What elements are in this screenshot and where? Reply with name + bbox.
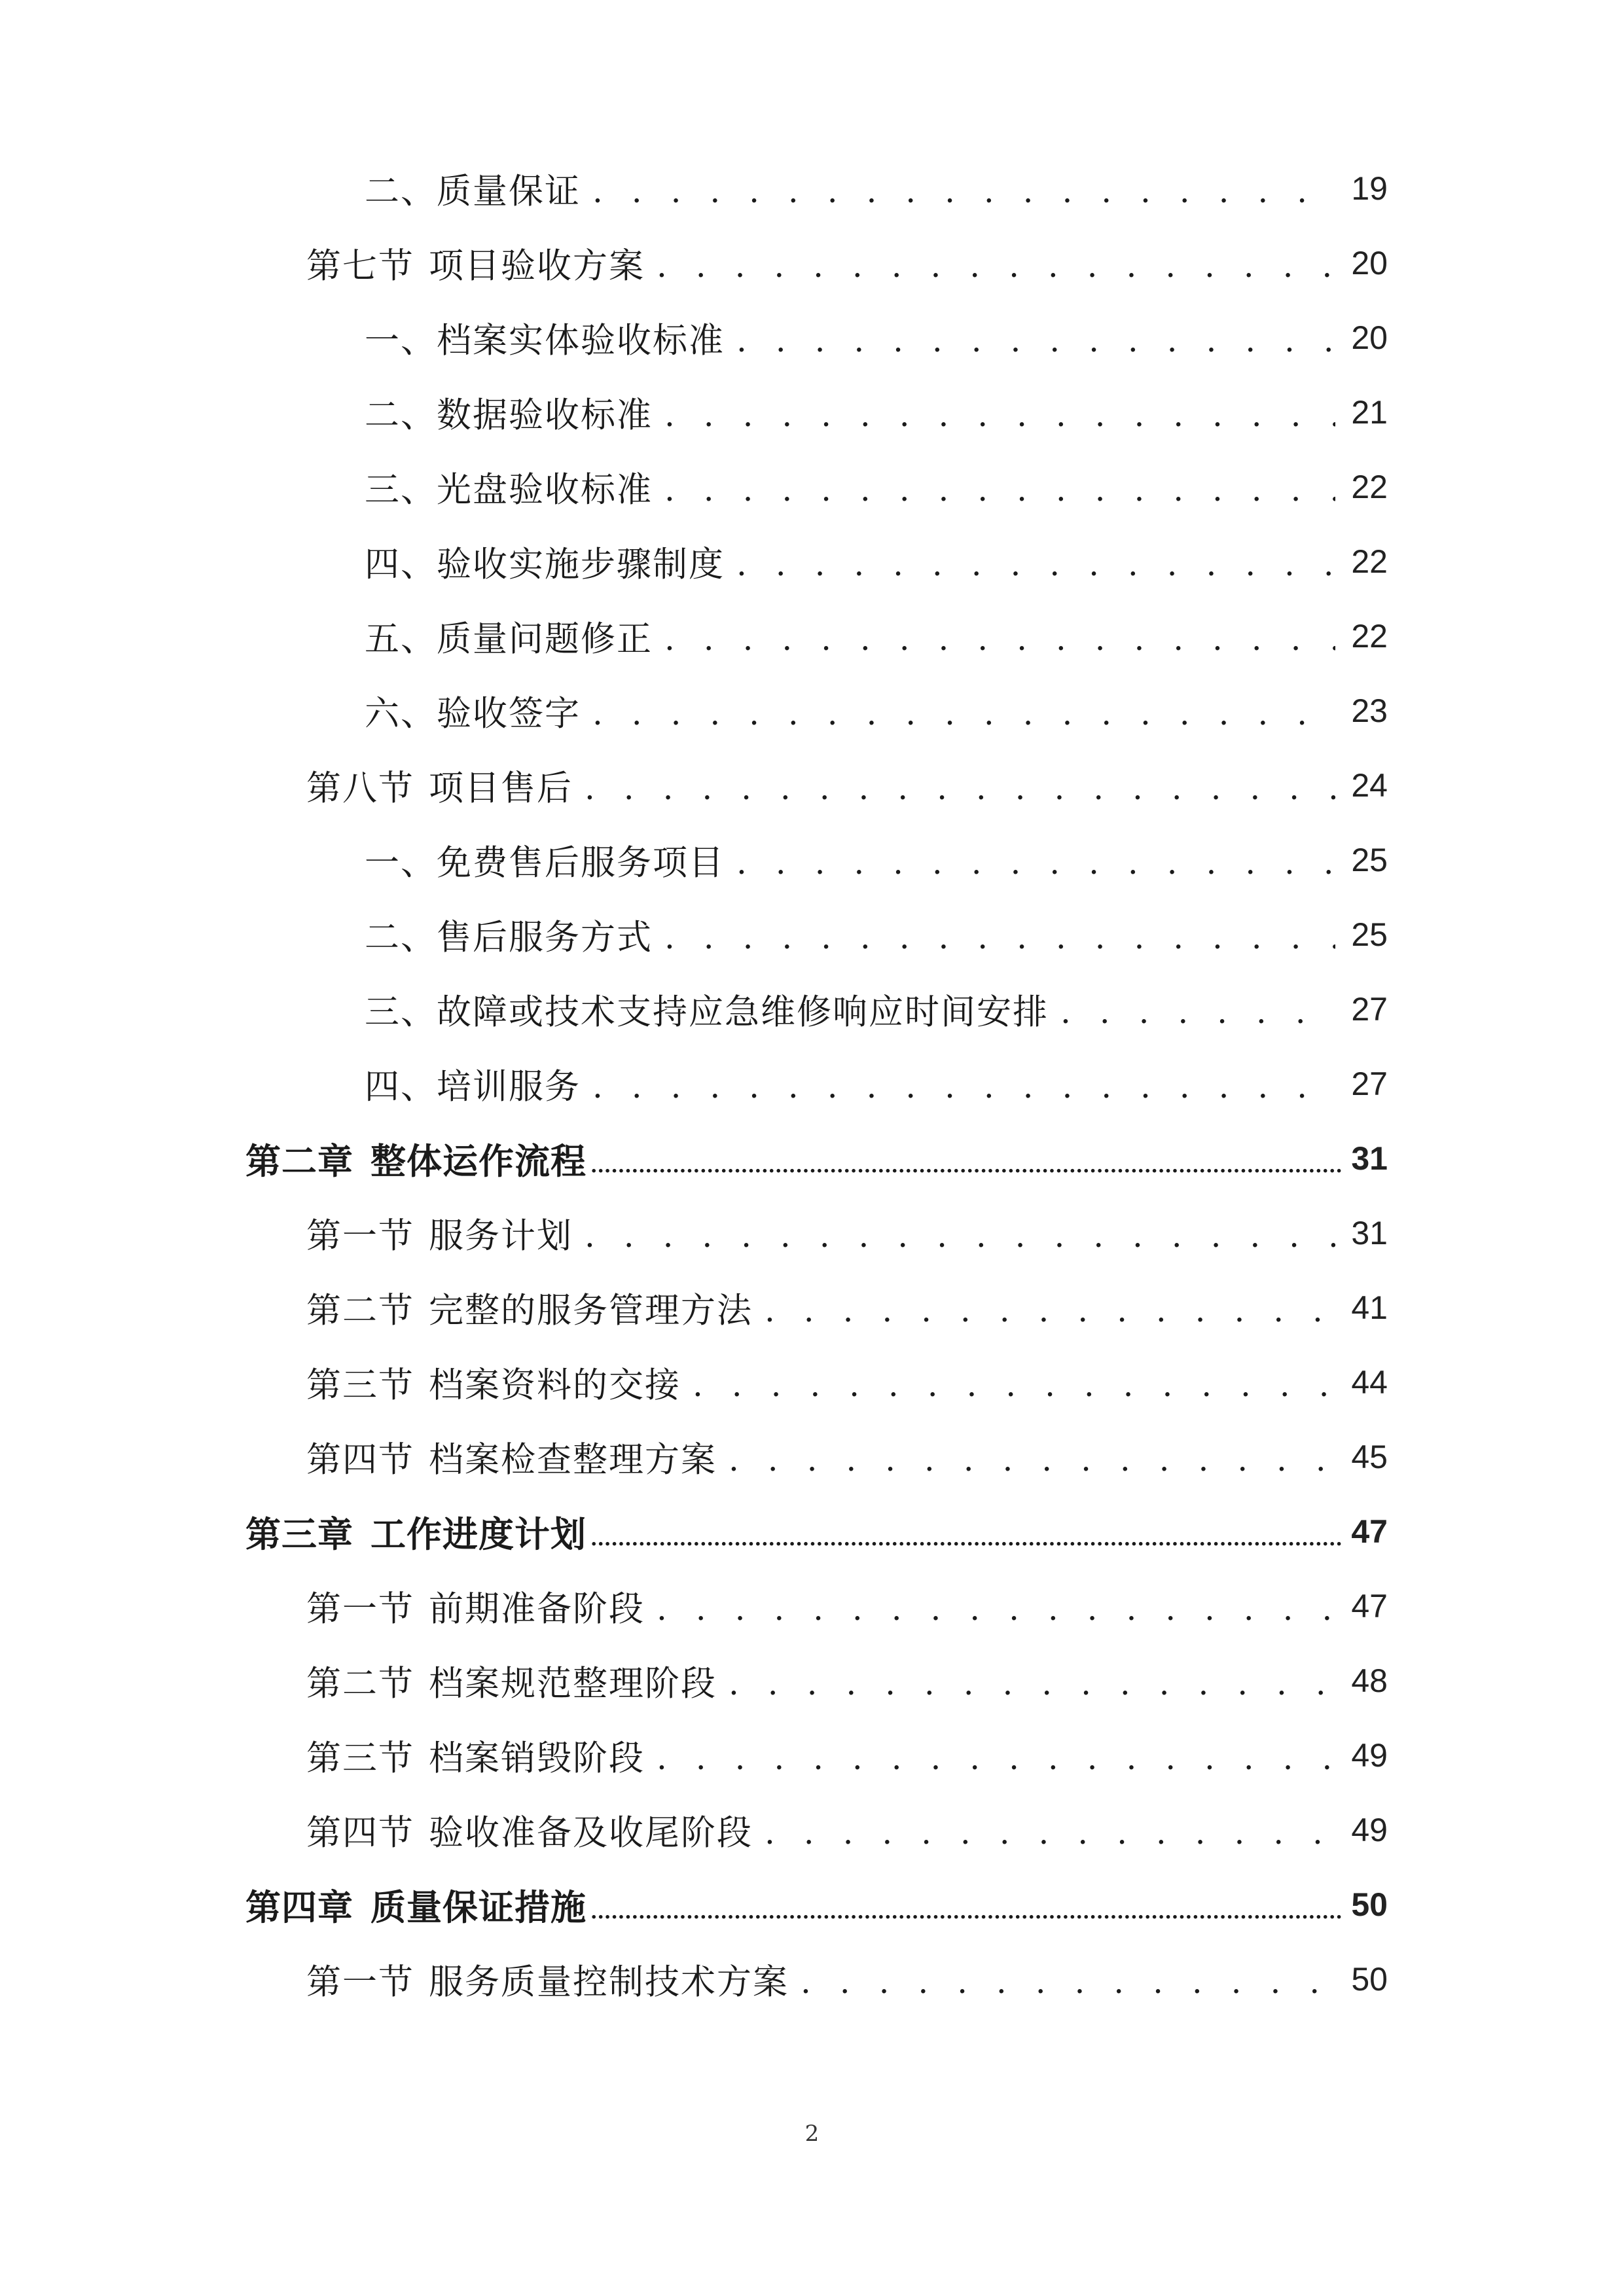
toc-entry-title: 故障或技术支持应急维修响应时间安排 [437, 992, 1049, 1032]
toc-entry-title: 档案资料的交接 [429, 1365, 681, 1405]
toc-entry-page: 48 [1351, 1662, 1388, 1699]
dot-leader [592, 1062, 1335, 1105]
dot-leader [736, 838, 1335, 882]
toc-entry-page: 22 [1351, 543, 1388, 580]
dot-leader [585, 764, 1335, 807]
dot-leader [590, 1886, 1342, 1924]
dot-leader [590, 1513, 1342, 1551]
toc-entry-item[interactable] [0, 673, 1388, 748]
toc-entry-page: 27 [1351, 1066, 1388, 1102]
dot-leader [765, 1286, 1335, 1329]
toc-entry-title: 项目售后 [429, 768, 573, 808]
toc-entry-title: 工作进度计划 [370, 1513, 586, 1555]
toc-entry-item[interactable] [0, 375, 1388, 450]
toc-entry-page: 50 [1351, 1886, 1388, 1923]
dot-leader [657, 242, 1335, 285]
toc-entry-page: 49 [1351, 1812, 1388, 1848]
toc-entry-page: 22 [1351, 469, 1388, 505]
toc-entry-title: 验收签字 [437, 694, 581, 734]
toc-entry-title: 完整的服务管理方法 [429, 1291, 753, 1331]
toc-entry-page: 44 [1351, 1364, 1388, 1401]
dot-leader [657, 1734, 1335, 1777]
toc-entry-number: 三、 [365, 992, 437, 1032]
toc-entry-page: 19 [1351, 170, 1388, 207]
toc-entry-number: 第一节 [306, 1962, 414, 2002]
toc-entry-number: 第三章 [245, 1513, 353, 1555]
toc-entry-section[interactable] [0, 1345, 1388, 1420]
dot-leader [765, 1808, 1335, 1852]
dot-leader [664, 391, 1335, 434]
dot-leader [590, 1140, 1342, 1177]
toc-entry-number: 四、 [365, 545, 437, 584]
toc-entry-page: 47 [1351, 1588, 1388, 1624]
toc-entry-title: 质量保证措施 [370, 1886, 586, 1928]
toc-entry-number: 第一节 [306, 1216, 414, 1256]
dot-leader [801, 1958, 1335, 2001]
toc-entry-number: 第三节 [306, 1365, 414, 1405]
toc-entry-page: 27 [1351, 991, 1388, 1028]
toc-entry-number: 第四节 [306, 1440, 414, 1480]
toc-entry-title: 免费售后服务项目 [437, 843, 725, 883]
toc-entry-title: 整体运作流程 [370, 1140, 586, 1182]
toc-entry-title: 数据验收标准 [437, 395, 653, 435]
toc-entry-title: 项目验收方案 [429, 246, 645, 286]
toc-entry-chapter[interactable] [0, 1121, 1388, 1196]
toc-entry-page: 25 [1351, 842, 1388, 878]
toc-entry-section[interactable] [0, 1196, 1388, 1270]
toc-entry-section[interactable] [0, 226, 1388, 300]
toc-entry-title: 服务计划 [429, 1216, 573, 1256]
toc-entry-title: 验收准备及收尾阶段 [429, 1813, 753, 1853]
dot-leader [1060, 988, 1335, 1031]
toc-entry-number: 第四章 [245, 1886, 353, 1928]
dot-leader [736, 316, 1335, 359]
toc-entry-item[interactable] [0, 599, 1388, 673]
dot-leader [664, 913, 1335, 956]
toc-entry-number: 一、 [365, 321, 437, 361]
toc-entry-page: 41 [1351, 1289, 1388, 1326]
toc-entry-page: 31 [1351, 1215, 1388, 1251]
toc-entry-number: 第一节 [306, 1589, 414, 1629]
toc-entry-number: 第三节 [306, 1738, 414, 1778]
toc-entry-number: 二、 [365, 395, 437, 435]
toc-entry-page: 20 [1351, 319, 1388, 356]
toc-entry-title: 档案实体验收标准 [437, 321, 725, 361]
toc-entry-item[interactable] [0, 823, 1388, 897]
toc-entry-item[interactable] [0, 524, 1388, 599]
toc-entry-number: 三、 [365, 470, 437, 510]
toc-entry-number: 四、 [365, 1067, 437, 1107]
dot-leader [585, 1211, 1335, 1255]
toc-entry-number: 第四节 [306, 1813, 414, 1853]
toc-entry-section[interactable] [0, 1793, 1388, 1867]
toc-entry-page: 47 [1351, 1513, 1388, 1550]
toc-entry-item[interactable] [0, 897, 1388, 972]
toc-entry-section[interactable] [0, 1718, 1388, 1793]
toc-entry-number: 五、 [365, 619, 437, 659]
toc-entry-page: 50 [1351, 1961, 1388, 1998]
toc-entry-number: 一、 [365, 843, 437, 883]
toc-entry-title: 培训服务 [437, 1067, 581, 1107]
toc-entry-item[interactable] [0, 1047, 1388, 1121]
toc-entry-item[interactable] [0, 300, 1388, 375]
dot-leader [657, 1585, 1335, 1628]
dot-leader [664, 615, 1335, 658]
toc-entry-title: 档案销毁阶段 [429, 1738, 645, 1778]
toc-entry-page: 49 [1351, 1737, 1388, 1774]
toc-entry-section[interactable] [0, 1420, 1388, 1494]
toc-entry-number: 第八节 [306, 768, 414, 808]
toc-entry-title: 档案检查整理方案 [429, 1440, 717, 1480]
toc-entry-page: 20 [1351, 245, 1388, 281]
toc-entry-title: 质量问题修正 [437, 619, 653, 659]
toc-entry-number: 第七节 [306, 246, 414, 286]
dot-leader [693, 1361, 1335, 1404]
toc-entry-chapter[interactable] [0, 1867, 1388, 1942]
toc-entry-section[interactable] [0, 1569, 1388, 1643]
toc-entry-number: 第二章 [245, 1140, 353, 1182]
dot-leader [736, 540, 1335, 583]
toc-entry-number: 第二节 [306, 1291, 414, 1331]
toc-entry-section[interactable] [0, 1643, 1388, 1718]
toc-entry-title: 前期准备阶段 [429, 1589, 645, 1629]
toc-entry-page: 21 [1351, 394, 1388, 431]
toc-entry-section[interactable] [0, 1270, 1388, 1345]
toc-entry-title: 质量保证 [437, 171, 581, 211]
toc-entry-chapter[interactable] [0, 1494, 1388, 1569]
toc-entry-title: 档案规范整理阶段 [429, 1664, 717, 1704]
toc-entry-page: 22 [1351, 618, 1388, 655]
toc-entry-page: 45 [1351, 1439, 1388, 1475]
dot-leader [729, 1435, 1335, 1479]
toc-entry-page: 23 [1351, 692, 1388, 729]
toc-entry-number: 六、 [365, 694, 437, 734]
toc-entry-item[interactable] [0, 450, 1388, 524]
toc-entry-section[interactable] [0, 748, 1388, 823]
toc-entry-section[interactable] [0, 1942, 1388, 2017]
dot-leader [664, 465, 1335, 509]
dot-leader [729, 1659, 1335, 1702]
toc-entry-title: 服务质量控制技术方案 [429, 1962, 789, 2002]
toc-entry-title: 售后服务方式 [437, 918, 653, 958]
dot-leader [592, 167, 1335, 210]
toc-entry-number: 二、 [365, 918, 437, 958]
toc-entry-item[interactable] [0, 972, 1388, 1047]
toc-entry-item[interactable] [0, 151, 1388, 226]
toc-entry-title: 光盘验收标准 [437, 470, 653, 510]
dot-leader [592, 689, 1335, 732]
toc-entry-title: 验收实施步骤制度 [437, 545, 725, 584]
page-number: 2 [804, 2121, 820, 2147]
toc-entry-number: 第二节 [306, 1664, 414, 1704]
toc-entry-page: 24 [1351, 767, 1388, 804]
toc-entry-page: 31 [1351, 1140, 1388, 1177]
toc-entry-number: 二、 [365, 171, 437, 211]
toc-entry-page: 25 [1351, 916, 1388, 953]
